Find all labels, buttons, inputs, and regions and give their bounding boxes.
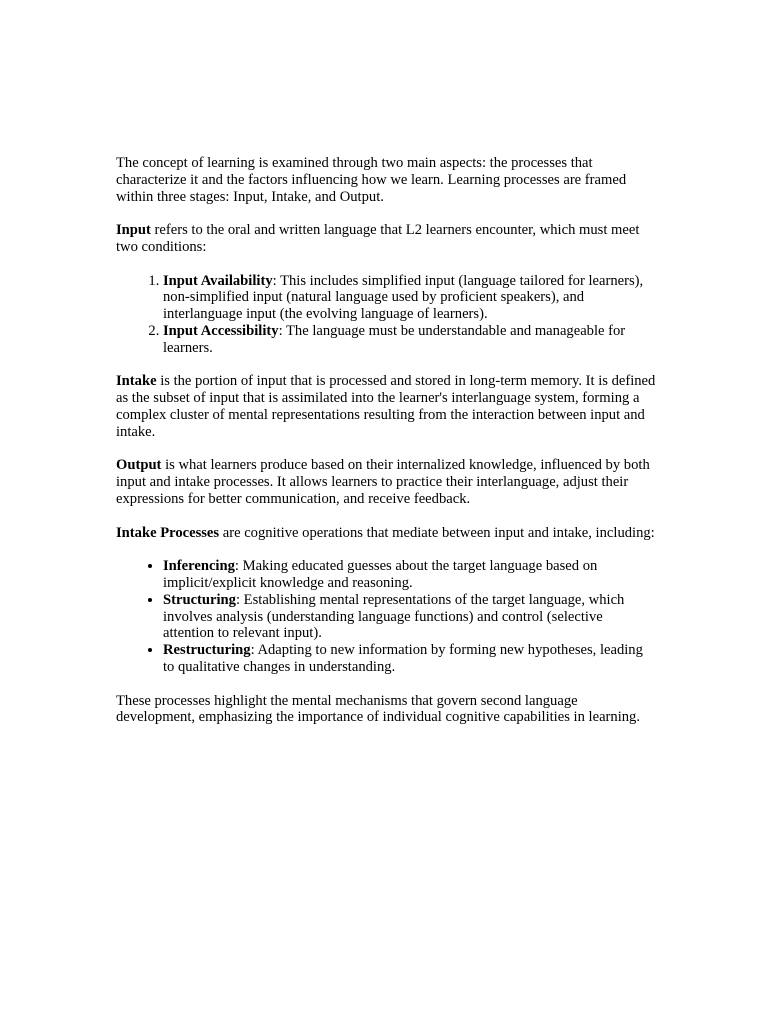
input-term: Input xyxy=(116,222,151,239)
list-item-term: Inferencing xyxy=(163,558,235,575)
list-item-term: Structuring xyxy=(163,591,236,608)
input-text: refers to the oral and written language that L2 learners encounter, which must meet two conditions: xyxy=(116,222,640,255)
output-paragraph xyxy=(116,457,656,507)
list-item-text: : Making educated guesses about the target language based on implicit/explicit knowledge and reasoning. xyxy=(163,558,598,591)
intake-paragraph xyxy=(116,373,656,440)
list-item-term: Restructuring xyxy=(163,642,251,659)
list-item xyxy=(163,642,656,676)
list-item xyxy=(163,323,656,357)
output-term: Output xyxy=(116,457,162,474)
list-item xyxy=(163,558,656,592)
list-item-text: : This includes simplified input (language tailored for learners), non-simplified input (natural language used by proficient speakers), and interlanguage input (the evolving language of learners). xyxy=(163,272,644,323)
list-item-text: : The language must be understandable and manageable for learners. xyxy=(163,322,626,356)
document-body xyxy=(116,155,656,743)
intake-processes-list xyxy=(116,558,656,676)
intake-processes-text: are cognitive operations that mediate between input and intake, including: xyxy=(219,524,655,541)
intro-paragraph: The concept of learning is examined through two main aspects: the processes that characterize it and the factors influencing how we learn. Learning processes are framed within three stages: Input, Intake, and Output. xyxy=(116,155,627,205)
input-paragraph xyxy=(116,222,656,256)
input-conditions-list xyxy=(116,273,656,357)
list-item-text: : Establishing mental representations of the target language, which involves analysis (understanding language functions) and control (selective attention to relevant input). xyxy=(163,591,625,642)
list-item-term: Input Availability xyxy=(163,272,273,289)
list-item-term: Input Accessibility xyxy=(163,322,279,339)
list-item xyxy=(163,592,656,642)
list-item xyxy=(163,273,656,323)
conclusion-paragraph: These processes highlight the mental mechanisms that govern second language development, emphasizing the importance of individual cognitive capabilities in learning. xyxy=(116,692,641,726)
intake-term: Intake xyxy=(116,373,157,390)
intake-text: is the portion of input that is processed and stored in long-term memory. It is defined as the subset of input that is assimilated into the learner's interlanguage system, forming a complex cluster of mental representations resulting from the interaction between input and intake. xyxy=(116,373,656,440)
output-text: is what learners produce based on their internalized knowledge, influenced by both input and intake processes. It allows learners to practice their interlanguage, adjust their expressions for better communication, and receive feedback. xyxy=(116,457,650,507)
list-item-text: : Adapting to new information by forming new hypotheses, leading to qualitative changes in understanding. xyxy=(163,642,643,675)
intake-processes-paragraph xyxy=(116,525,656,542)
intake-processes-term: Intake Processes xyxy=(116,524,220,541)
